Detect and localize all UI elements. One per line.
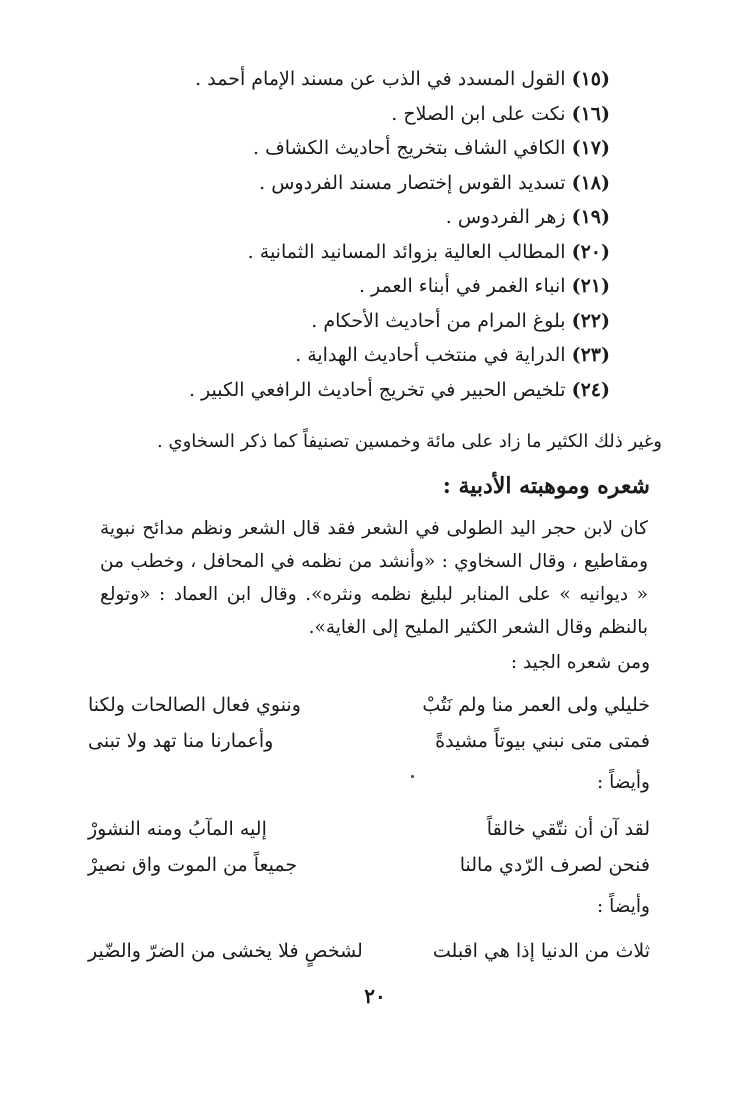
works-list-item-title: نكت على ابن الصلاح . — [391, 102, 566, 125]
works-list-item-number: (١٩) — [571, 206, 610, 228]
works-list-item-title: تلخيص الحبير في تخريج أحاديث الرافعي الكبير . — [188, 378, 566, 401]
page-number: ٢٠ — [364, 984, 386, 1008]
works-list-item-title: بلوغ المرام من أحاديث الأحكام . — [311, 309, 566, 332]
works-list-item — [130, 235, 610, 270]
verse-first-hemistich: فنحن لصرف الرّدي مالنا — [459, 854, 650, 876]
works-list-item-title: زهر الفردوس . — [445, 206, 566, 228]
verse-line — [88, 934, 650, 968]
biography-paragraph: كان لابن حجر اليد الطولى في الشعر فقد قال الشعر ونظم مدائح نبوية ومقاطيع ، وقال السخاوي : «وأنشد من نظمه في المحافل ، وخطب من « ديوانيه » على المنابر لبليغ نظمه ونثره». وقال ابن العماد : «وتولع بالنظم وقال الشعر الكثير المليح إلى الغاية». — [100, 518, 648, 638]
works-list-item-title: انباء الغمر في أبناء العمر . — [358, 275, 566, 297]
verse-line — [88, 724, 650, 758]
verse-second-hemistich: وأعمارنا منا تهد ولا تبنى — [88, 730, 274, 752]
works-list-item-number: (٢٢) — [571, 309, 610, 332]
verse-first-hemistich: فمتى متى نبني بيوتاً مشيدةً — [435, 730, 650, 752]
verse-line — [88, 812, 650, 846]
verse-second-hemistich: إليه المآبُ ومنه النشورْ — [88, 818, 267, 840]
verse-second-hemistich: لشخصٍ فلا يخشى من الضرّ والضّير — [88, 940, 363, 962]
works-list-item — [130, 166, 610, 201]
works-list-item — [130, 131, 610, 166]
works-list-item-number: (٢٣) — [571, 344, 610, 366]
works-list-item — [130, 62, 610, 97]
works-list-item-number: (٢٠) — [571, 240, 610, 263]
verse-first-hemistich: خليلي ولى العمر منا ولم نَتُبْ — [422, 694, 650, 716]
section-heading: شعره وموهبته الأدبية : — [442, 473, 650, 499]
verse-line — [88, 848, 650, 882]
works-list-item-number: (١٧) — [571, 137, 610, 159]
works-list-item — [130, 269, 610, 304]
poem-label: وأيضاً : — [596, 772, 650, 793]
works-list-item — [130, 304, 610, 339]
works-list-item-title: المطالب العالية بزوائد المسانيد الثمانية . — [247, 240, 566, 263]
verse-first-hemistich: لقد آن أن نتّقي خالقاً — [486, 818, 650, 840]
works-list-item-title: القول المسدد في الذب عن مسند الإمام أحمد . — [195, 68, 566, 90]
works-list-item-title: الدراية في منتخب أحاديث الهداية . — [295, 344, 566, 366]
works-list-item-number: (١٨) — [571, 171, 610, 194]
works-list-item — [130, 97, 610, 132]
works-list-item-number: (١٦) — [571, 102, 610, 125]
works-list-item — [130, 373, 610, 408]
works-list-item — [130, 200, 610, 235]
verse-first-hemistich: ثلاث من الدنيا إذا هي اقبلت — [432, 940, 650, 962]
works-list-item-number: (١٥) — [571, 68, 610, 90]
poem-label: وأيضاً : — [596, 896, 650, 917]
works-list-closing: وغير ذلك الكثير ما زاد على مائة وخمسين تصنيفاً كما ذكر السخاوي . — [157, 431, 662, 452]
works-list-item — [130, 338, 610, 373]
works-list-item-number: (٢٤) — [571, 378, 610, 401]
works-list-item-title: الكافي الشاف بتخريج أحاديث الكشاف . — [253, 137, 566, 159]
works-list-item-number: (٢١) — [571, 275, 610, 297]
verse-second-hemistich: وننوي فعال الصالحات ولكنا — [88, 694, 301, 716]
verse-second-hemistich: جميعاً من الموت واق نصيرْ — [88, 854, 298, 876]
works-list-item-title: تسديد القوس إختصار مسند الفردوس . — [259, 171, 566, 194]
poetry-intro: ومن شعره الجيد : — [510, 652, 650, 673]
works-list — [130, 62, 610, 407]
verse-line — [88, 688, 650, 722]
